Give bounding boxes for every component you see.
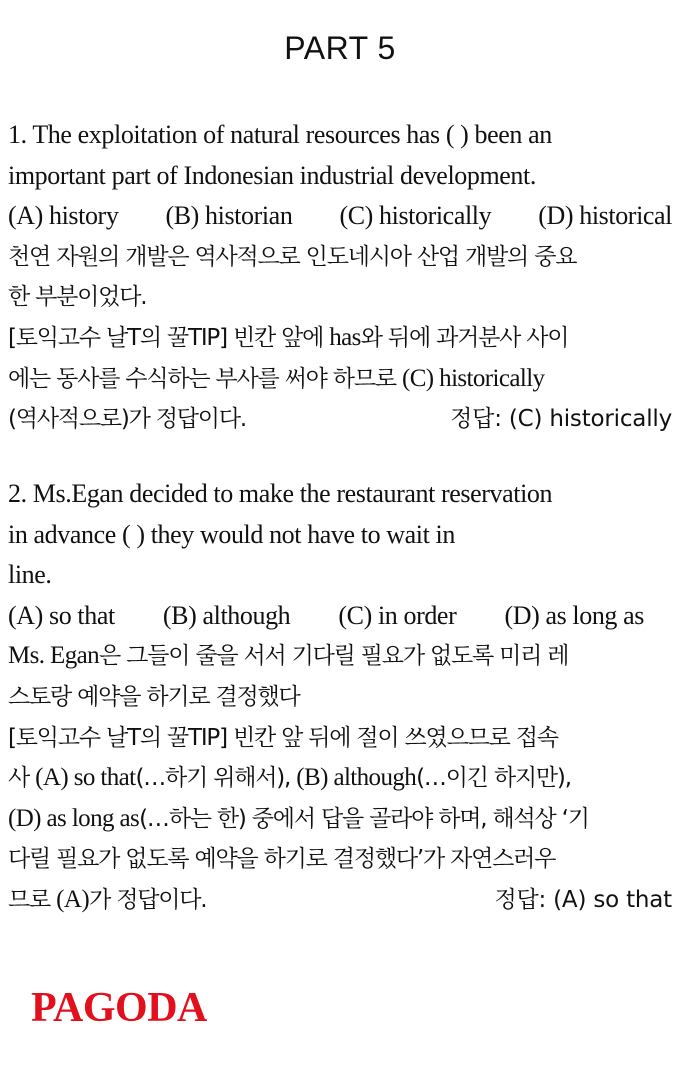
q2-tip-line-2 — [8, 758, 672, 799]
q2-tip-line-5 — [8, 880, 672, 921]
q1-option-c: (C) historically — [339, 201, 492, 231]
q2-tip-en: (D) as long as — [8, 804, 140, 832]
q1-translation-line-2: 한 부분이었다. — [8, 284, 147, 311]
q2-tip-en: (B) although — [296, 764, 417, 792]
q1-tip-line-2 — [8, 359, 672, 400]
q2-option-a: (A) so that — [8, 600, 115, 630]
q2-translation-en: Ms. Egan — [8, 642, 100, 670]
q1-option-a: (A) history — [8, 201, 119, 231]
q1-tip-text: 와 뒤에 과거분사 사이 — [360, 324, 569, 351]
q2-tip-text: 므로 — [8, 886, 51, 913]
q1-question-line-1: 1. The exploitation of natural resources has ( ) been an — [8, 120, 552, 149]
q1-tip-en: (C) historically — [402, 364, 545, 392]
q1-answer: 정답: (C) historically — [450, 406, 672, 433]
q2-tip-en: (A) — [56, 885, 90, 913]
q2-translation-line-1 — [8, 636, 672, 677]
q1-option-d: (D) historical — [538, 201, 672, 231]
q1-option-b: (B) historian — [165, 201, 293, 231]
q1-options — [8, 196, 672, 237]
q2-option-b: (B) although — [162, 600, 291, 630]
q2-option-d: (D) as long as — [504, 600, 644, 630]
q1-tip-text: [토익고수 날T의 꿀TIP] 빈칸 앞에 — [8, 324, 324, 351]
q2-option-c: (C) in order — [338, 600, 457, 630]
q2-question-line-3: line. — [8, 560, 52, 590]
q1-translation-line-1: 천연 자원의 개발은 역사적으로 인도네시아 산업 개발의 중요 — [8, 243, 577, 270]
q2-tip-text: 사 — [8, 765, 30, 792]
q1-tip-line-1 — [8, 318, 672, 359]
page-title: PART 5 — [284, 30, 396, 66]
q2-tip-text: (…하는 한) 중에서 답을 골라야 하며, 해석상 ‘기 — [139, 805, 589, 832]
q2-translation-text: 은 그들이 줄을 서서 기다릴 필요가 없도록 미리 레 — [99, 643, 569, 670]
q2-tip-line-4: 다릴 필요가 없도록 예약을 하기로 결정했다’가 자연스러우 — [8, 846, 556, 873]
q2-question-line-2: in advance ( ) they would not have to wait in — [8, 519, 455, 549]
q2-tip-text: 가 정답이다. — [89, 886, 207, 913]
q2-translation-line-2: 스토랑 예약을 하기로 결정했다 — [8, 683, 300, 710]
pagoda-logo: PAGODA — [31, 985, 207, 1031]
q2-tip-line-1: [토익고수 날T의 꿀TIP] 빈칸 앞 뒤에 절이 쓰였으므로 접속 — [8, 724, 558, 751]
question-2-block — [8, 474, 672, 921]
q2-tip-text: (…이긴 하지만), — [416, 765, 571, 792]
q2-question-line-1: 2. Ms.Egan decided to make the restaurant reservation — [8, 479, 553, 508]
question-1-block — [8, 115, 672, 440]
q1-tip-en: has — [329, 323, 361, 351]
q2-tip-text: (…하기 위해서), — [135, 765, 291, 792]
q2-tip-line-3 — [8, 799, 672, 840]
q1-tip-line-3 — [8, 399, 672, 440]
q1-question-line-2: important part of Indonesian industrial development. — [8, 160, 536, 190]
q2-tip-en: (A) so that — [35, 764, 136, 792]
q1-tip-text: 에는 동사를 수식하는 부사를 써야 하므로 — [8, 365, 396, 392]
q1-tip-text: (역사적으로)가 정답이다. — [8, 406, 246, 433]
q2-answer: 정답: (A) so that — [494, 886, 672, 913]
q2-options — [8, 596, 672, 637]
